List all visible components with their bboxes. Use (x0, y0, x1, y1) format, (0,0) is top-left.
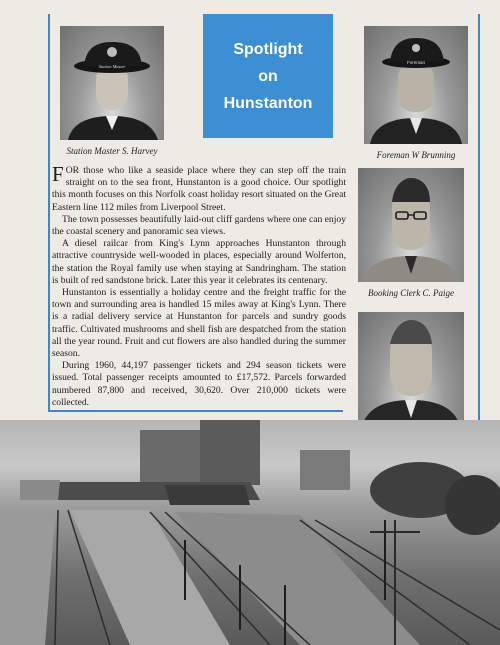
article-paragraph: A diesel railcar from King's Lynn approaches Hunstanton through attractive countryside well-wooded in places, especially around Wolferton, the station the Royal family use when staying at Sandringham. The station is built of red sandstone brick. Later this year it celebrates its centenary. (52, 238, 346, 286)
caption-foreman: Foreman W Brunning (376, 150, 456, 160)
title-line-1: Spotlight (233, 40, 303, 58)
article-body (52, 162, 346, 409)
portrait-signalman (358, 312, 464, 426)
article-paragraph: During 1960, 44,197 passenger tickets and 294 season tickets were issued. Total passenger receipts amounted to £17,572. Parcels forwarded numbered 87,800 and received, 30,620. Over 210,000 tickets were collected. (52, 360, 346, 408)
portrait-station-master (60, 26, 164, 140)
title-line-2: on (258, 67, 278, 85)
article-paragraph: Hunstanton is essentially a holiday centre and the freight traffic for the town and surrounding area is handled 15 miles away at King's Lynn. There is a radial delivery service at Hunstanton for parcels and sundry goods traffic. Cultivated mushrooms and shell fish are despatched from the station all the year round. Fruit and cut flowers are also handled during the summer season. (52, 287, 346, 360)
cap-badge-station-master: Station Master (98, 64, 126, 69)
article-paragraph: The town possesses beautifully laid-out cliff gardens where one can enjoy the coastal scenery and panoramic sea views. (52, 213, 346, 238)
article-paragraph: FOR those who like a seaside place where they can step off the train straight on to the sea front, Hunstanton is a good choice. Our spotlight this month focuses on this Norfolk coast holiday resort situated on the Great Eastern line 112 miles from Liverpool Street. (52, 162, 346, 213)
frame-line-left (48, 14, 50, 412)
portrait-booking-clerk (358, 168, 464, 282)
cap-badge-foreman: Foreman (406, 60, 426, 65)
portrait-foreman (364, 26, 468, 144)
caption-booking-clerk: Booking Clerk C. Paige (368, 288, 454, 298)
caption-station-master: Station Master S. Harvey (66, 146, 158, 156)
title-box (203, 14, 333, 138)
frame-line-bottom (48, 410, 343, 412)
frame-line-right (478, 14, 480, 454)
station-photograph (0, 420, 500, 645)
title-line-3: Hunstanton (223, 94, 313, 112)
